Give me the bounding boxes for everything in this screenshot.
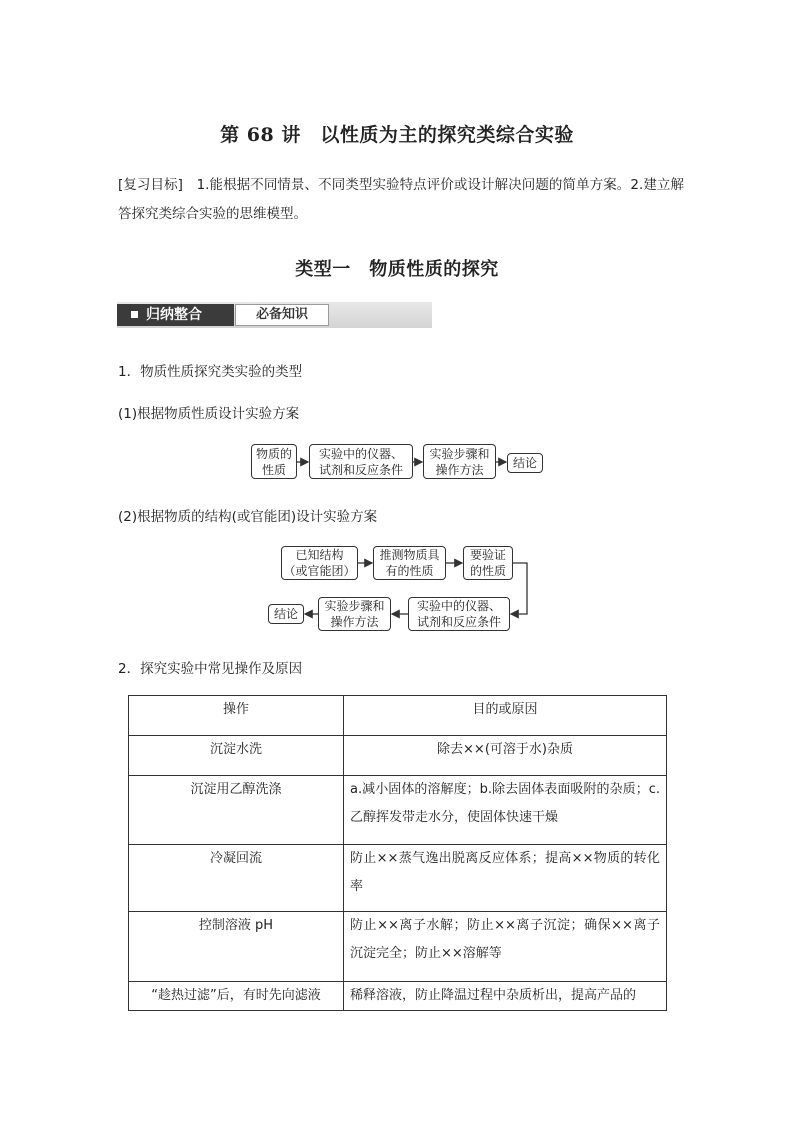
review-tag: [复习目标]	[118, 177, 183, 193]
flow1-box-conclusion: 结论	[507, 453, 543, 473]
table-cell: 沉淀水洗	[129, 736, 344, 776]
table-header-cell: 目的或原因	[344, 696, 667, 736]
table-cell: 防止××蒸气逸出脱离反应体系；提高××物质的转化率	[344, 845, 667, 912]
section1-sub2: (2)根据物质的结构(或官能团)设计实验方案	[118, 509, 378, 525]
table-cell: 冷凝回流	[129, 845, 344, 912]
table-header-row	[129, 696, 667, 736]
flow2-arrow-3	[511, 563, 527, 614]
table-cell: 除去××(可溶于水)杂质	[344, 736, 667, 776]
table-header-cell: 操作	[129, 696, 344, 736]
table-cell: “趁热过滤”后，有时先向滤液	[129, 982, 344, 1011]
flow1-box-apparatus: 实验中的仪器、 试剂和反应条件	[309, 444, 413, 479]
table-row	[129, 776, 667, 845]
review-text: 1.能根据不同情景、不同类型实验特点评价或设计解决问题的简单方案。2.建立解答探究类综合实验的思维模型。	[118, 177, 684, 222]
table-row	[129, 912, 667, 982]
table-cell: 稀释溶液，防止降温过程中杂质析出，提高产品的	[344, 982, 667, 1011]
table-cell: a.减小固体的溶解度；b.除去固体表面吸附的杂质；c.乙醇挥发带走水分，使固体快速干燥	[344, 776, 667, 845]
flow2-box-structure: 已知结构 （或官能团）	[281, 546, 358, 580]
flow2-box-apparatus: 实验中的仪器、 试剂和反应条件	[408, 597, 510, 631]
section1-sub1: (1)根据物质性质设计实验方案	[118, 406, 300, 422]
flow1-box-properties: 物质的 性质	[251, 444, 297, 479]
flow2-box-steps: 实验步骤和 操作方法	[318, 597, 391, 631]
section1-heading: 1．物质性质探究类实验的类型	[118, 364, 303, 380]
banner-right: 必备知识	[235, 304, 329, 326]
type-heading: 类型一 物质性质的探究	[295, 259, 499, 280]
banner-left-label: 归纳整合	[146, 307, 202, 323]
table-row	[129, 736, 667, 776]
table-cell: 沉淀用乙醇洗涤	[129, 776, 344, 845]
table-row	[129, 982, 667, 1011]
flow2-box-predicted: 推测物质具 有的性质	[373, 546, 446, 580]
table-row	[129, 845, 667, 912]
page-title: 第 68 讲 以性质为主的探究类综合实验	[220, 124, 574, 146]
table-cell: 防止××离子水解；防止××离子沉淀；确保××离子沉淀完全；防止××溶解等	[344, 912, 667, 982]
operations-table	[128, 695, 667, 1011]
flow1-box-steps: 实验步骤和 操作方法	[423, 444, 496, 479]
flow2-box-conclusion: 结论	[268, 604, 304, 624]
table-cell: 控制溶液 pH	[129, 912, 344, 982]
section2-heading: 2．探究实验中常见操作及原因	[118, 661, 303, 677]
flow2-box-verify: 要验证 的性质	[463, 546, 513, 580]
